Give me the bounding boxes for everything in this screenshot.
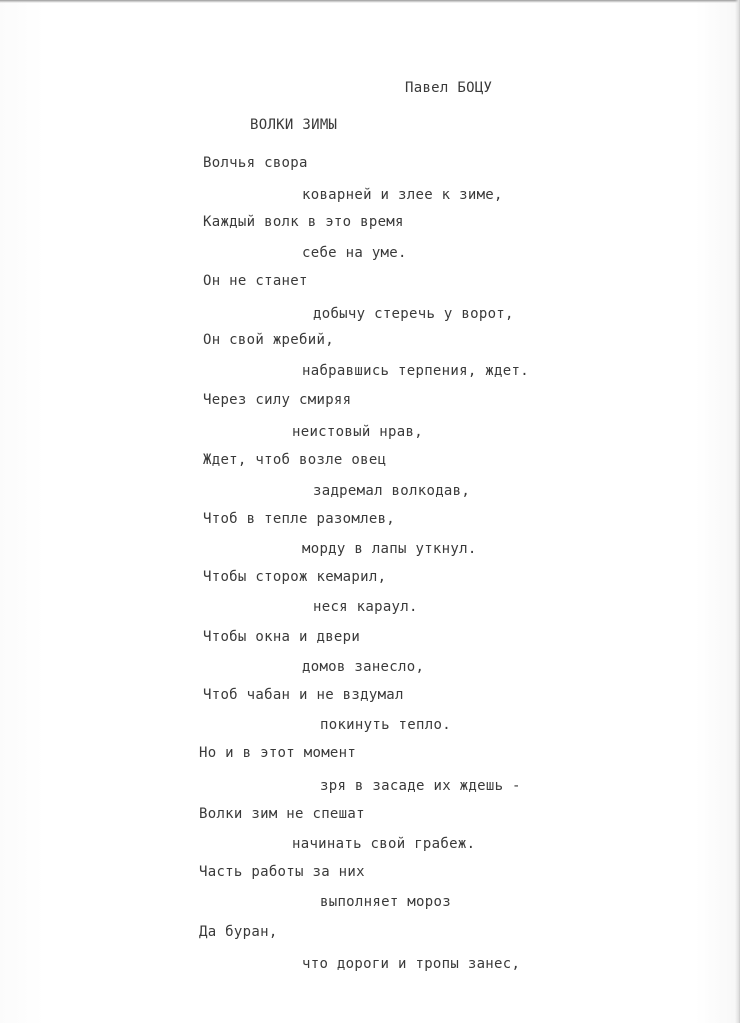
poem-line: Чтобы окна и двери [203, 629, 361, 645]
poem-line: Часть работы за них [199, 864, 365, 880]
author-name: Павел БОЦУ [405, 80, 493, 96]
poem-line: что дороги и тропы занес, [302, 956, 521, 972]
poem-line: себе на уме. [302, 245, 407, 261]
poem-line: начинать свой грабеж. [292, 836, 476, 852]
poem-line: коварней и злее к зиме, [302, 187, 503, 203]
poem-line: Волки зим не спешат [199, 806, 365, 822]
poem-line: неистовый нрав, [292, 424, 423, 440]
poem-line: Он не станет [203, 273, 308, 289]
poem-line: Он свой жребий, [203, 332, 334, 348]
poem-line: Чтоб чабан и не вздумал [203, 687, 404, 703]
poem-line: покинуть тепло. [320, 717, 451, 733]
paper-right-edge [735, 0, 740, 1023]
paper-top-edge [0, 0, 740, 3]
poem-line: Волчья свора [203, 155, 308, 171]
poem-line: Каждый волк в это время [203, 214, 404, 230]
poem-line: Чтобы сторож кемарил, [203, 569, 387, 585]
poem-line: зря в засаде их ждешь - [320, 778, 521, 794]
poem-line: задремал волкодав, [313, 483, 471, 499]
poem-title: ВОЛКИ ЗИМЫ [250, 117, 338, 133]
poem-line: Ждет, чтоб возле овец [203, 452, 387, 468]
poem-line: Да буран, [199, 924, 278, 940]
poem-line: Через силу смиряя [203, 392, 352, 408]
poem-line: Чтоб в тепле разомлев, [203, 511, 396, 527]
poem-line: выполняет мороз [320, 894, 451, 910]
poem-line: неся караул. [313, 599, 418, 615]
poem-line: добычу стеречь у ворот, [313, 306, 514, 322]
poem-line: морду в лапы уткнул. [302, 541, 477, 557]
poem-line: набравшись терпения, ждет. [302, 363, 529, 379]
poem-line: домов занесло, [302, 659, 425, 675]
poem-line: Но и в этот момент [199, 745, 357, 761]
